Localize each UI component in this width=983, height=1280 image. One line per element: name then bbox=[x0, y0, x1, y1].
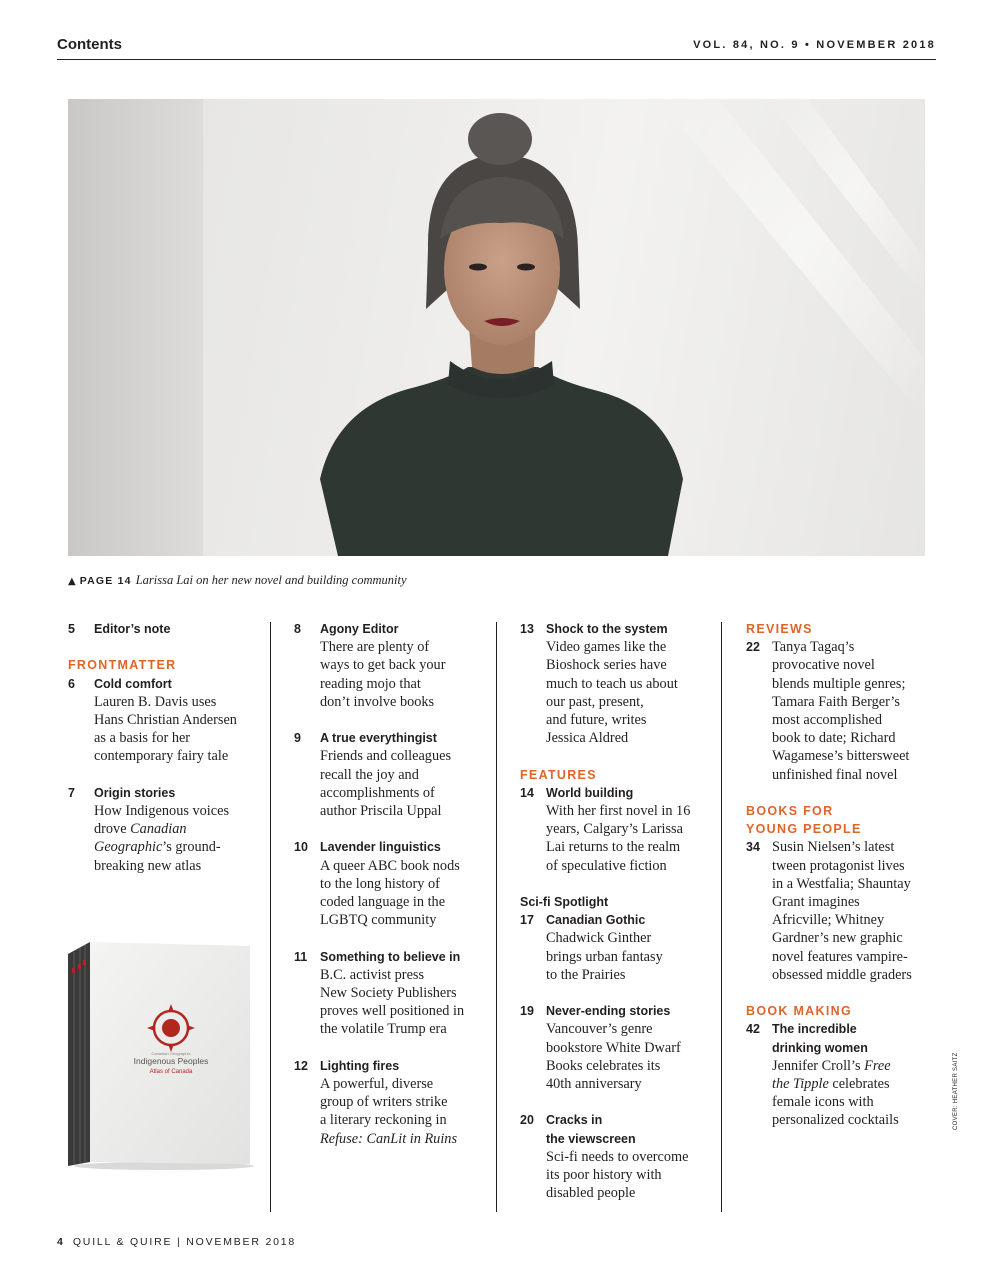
entry-title: Lighting fires bbox=[320, 1058, 400, 1073]
entry-description: Sci-fi needs to overcome its poor history with disabled people bbox=[546, 1148, 689, 1202]
page-number: 14 bbox=[520, 785, 534, 800]
toc-entry[interactable] bbox=[520, 620, 720, 747]
entry-title: Shock to the system bbox=[546, 622, 668, 636]
page-number: 22 bbox=[746, 640, 760, 655]
page-number: 6 bbox=[68, 676, 75, 691]
entry-title: World building bbox=[546, 785, 634, 800]
toc-entry[interactable] bbox=[520, 1002, 720, 1093]
page-number: 42 bbox=[746, 1022, 760, 1037]
toc-column-3 bbox=[520, 620, 720, 1202]
cover-credit: COVER: HEATHER SAITZ bbox=[953, 1052, 959, 1130]
entry-description: Tanya Tagaq’s provocative novel blends multiple genres; Tamara Faith Berger’s most accomplished book to date; Richard Wagamese’s bittersweet unfinished final novel bbox=[772, 639, 910, 783]
toc-column-2 bbox=[294, 620, 494, 1148]
section-heading-reviews: REVIEWS bbox=[746, 622, 813, 636]
entry-title: Origin stories bbox=[94, 785, 176, 800]
page-number: 20 bbox=[520, 1113, 534, 1128]
footer-page-number: 4 bbox=[57, 1236, 63, 1248]
entry-description: There are plenty of ways to get back your reading mojo that don’t involve books bbox=[320, 639, 446, 710]
page-number: 34 bbox=[746, 840, 760, 855]
triangle-up-icon: ▲ bbox=[68, 576, 76, 587]
book-small-title: Canadian Geographic bbox=[151, 1051, 191, 1056]
entry-title: Canadian Gothic bbox=[546, 913, 646, 928]
entry-title: A true everythingist bbox=[320, 731, 437, 746]
caption-page-ref: PAGE 14 bbox=[79, 575, 132, 587]
entry-description: Chadwick Ginther brings urban fantasy to the Prairies bbox=[546, 930, 663, 983]
toc-entry[interactable] bbox=[520, 1111, 720, 1202]
footer-text: QUILL & QUIRE | NOVEMBER 2018 bbox=[72, 1236, 297, 1248]
book-main-title: Indigenous Peoples bbox=[133, 1056, 209, 1066]
book-sub-title: Atlas of Canada bbox=[149, 1069, 193, 1075]
page-number: 8 bbox=[294, 622, 301, 636]
entry-description: Friends and colleagues recall the joy and accomplishments of author Priscila Uppal bbox=[320, 748, 452, 820]
toc-entry[interactable] bbox=[294, 1057, 494, 1148]
column-rule bbox=[270, 622, 271, 1212]
entry-description: Video games like the Bioshock series have much to teach us about our past, present, and future, writes Jessica Aldred bbox=[546, 639, 678, 747]
header-rule bbox=[57, 59, 936, 60]
toc-column-1 bbox=[68, 620, 263, 875]
page-footer bbox=[57, 1236, 296, 1248]
page-number: 13 bbox=[520, 622, 534, 636]
atlas-box-set-image bbox=[64, 940, 254, 1170]
entry-description: A powerful, diverse group of writers strike a literary reckoning in bbox=[320, 1076, 448, 1129]
page-number: 17 bbox=[520, 913, 534, 928]
entry-title: Cracks in bbox=[546, 1113, 603, 1128]
entry-title: Agony Editor bbox=[320, 622, 399, 636]
toc-entry[interactable] bbox=[746, 838, 941, 984]
entry-description: Susin Nielsen’s latest tween protagonist lives in a Westfalia; Shauntay Grant imagines Africville; Whitney Gardner’s new graphic novel features vampire- obsessed middle graders bbox=[772, 839, 912, 983]
page-number: 19 bbox=[520, 1004, 534, 1019]
page-number: 10 bbox=[294, 840, 308, 855]
entry-title: Cold comfort bbox=[94, 676, 172, 691]
page-number: 11 bbox=[294, 949, 308, 964]
toc-entry[interactable] bbox=[294, 838, 494, 929]
entry-title-continued: the viewscreen bbox=[546, 1131, 636, 1146]
entry-description: Vancouver’s genre bookstore White Dwarf Books celebrates its 40th anniversary bbox=[546, 1021, 681, 1093]
entry-title: Something to believe in bbox=[320, 949, 461, 964]
entry-title-continued: drinking women bbox=[772, 1040, 868, 1055]
entry-description: A queer ABC book nods to the long history of coded language in the LGBTQ community bbox=[320, 857, 460, 929]
entry-description: With her first novel in 16 years, Calgary’s Larissa Lai returns to the realm of speculative fiction bbox=[546, 803, 691, 874]
page-number: 7 bbox=[68, 785, 75, 800]
cover-photo bbox=[68, 99, 925, 556]
section-heading-young-people: BOOKS FOR YOUNG PEOPLE bbox=[746, 804, 862, 837]
entry-description-italic: Refuse: CanLit in Ruins bbox=[320, 1130, 458, 1147]
entry-title: The incredible bbox=[772, 1022, 857, 1037]
entry-title: Lavender linguistics bbox=[320, 840, 441, 855]
toc-entry[interactable] bbox=[294, 729, 494, 820]
toc-entry[interactable] bbox=[68, 620, 263, 638]
entry-description: How Indigenous voices drove Canadian Geographic’s ground- breaking new atlas bbox=[94, 803, 230, 874]
toc-entry[interactable] bbox=[746, 1020, 941, 1129]
toc-entry[interactable] bbox=[520, 784, 720, 875]
section-heading-book-making: BOOK MAKING bbox=[746, 1004, 852, 1019]
toc-entry[interactable] bbox=[294, 948, 494, 1039]
subsection-heading-scifi: Sci-fi Spotlight bbox=[520, 895, 609, 910]
section-heading-frontmatter: FRONTMATTER bbox=[68, 658, 177, 673]
entry-description: Jennifer Croll’s Free the Tipple celebrates female icons with personalized cocktails bbox=[772, 1057, 899, 1129]
toc-column-4 bbox=[746, 620, 941, 1130]
toc-entry[interactable] bbox=[68, 784, 263, 875]
page-number: 5 bbox=[68, 622, 75, 636]
portrait-illustration bbox=[68, 99, 925, 556]
toc-entry[interactable] bbox=[294, 620, 494, 711]
photo-caption bbox=[68, 573, 407, 588]
section-heading-features: FEATURES bbox=[520, 767, 597, 782]
toc-entry[interactable] bbox=[520, 911, 720, 984]
page-number: 9 bbox=[294, 731, 301, 746]
toc-entry[interactable] bbox=[68, 675, 263, 766]
column-rule bbox=[496, 622, 497, 1212]
caption-text: Larissa Lai on her new novel and building community bbox=[135, 573, 407, 587]
issue-info: VOL. 84, NO. 9 • NOVEMBER 2018 bbox=[693, 39, 936, 51]
entry-title: Editor’s note bbox=[94, 622, 171, 636]
entry-description: B.C. activist press New Society Publishers proves well positioned in the volatile Trump era bbox=[320, 966, 465, 1038]
entry-title: Never-ending stories bbox=[546, 1004, 671, 1019]
section-title: Contents bbox=[57, 36, 122, 53]
page-number: 12 bbox=[294, 1058, 308, 1073]
entry-description: Lauren B. Davis uses Hans Christian Andersen as a basis for her contemporary fairy tale bbox=[94, 693, 237, 765]
toc-entry[interactable] bbox=[746, 638, 941, 784]
column-rule bbox=[721, 622, 722, 1212]
